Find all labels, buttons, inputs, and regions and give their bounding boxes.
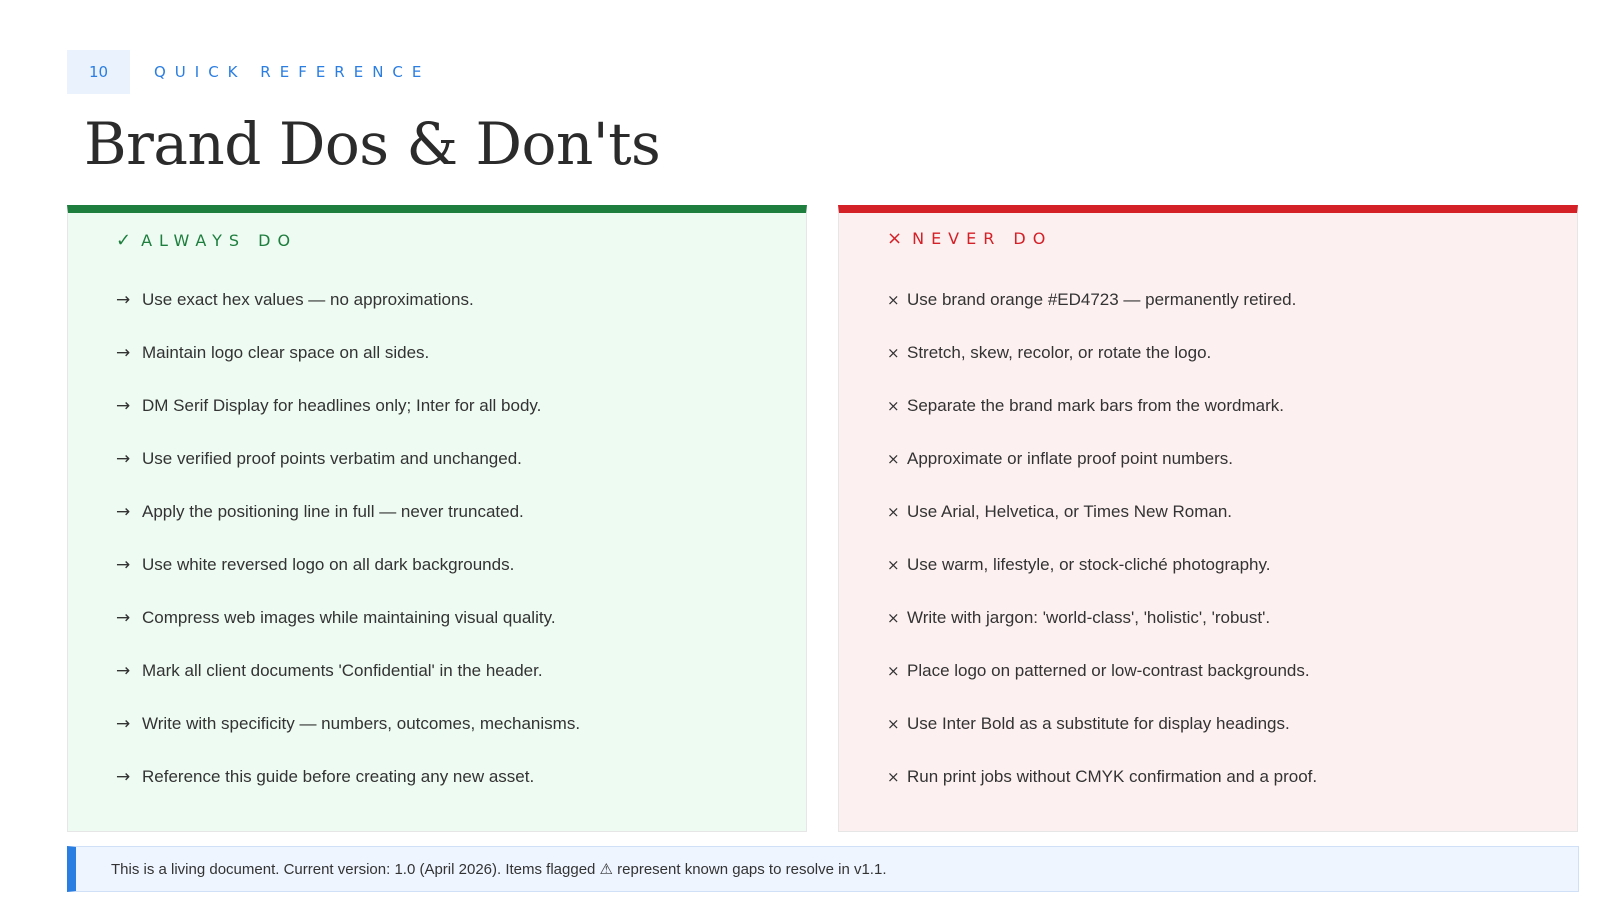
never-do-item <box>887 644 1317 697</box>
cross-icon: × <box>887 290 900 309</box>
always-do-item <box>116 697 580 750</box>
never-do-item-text: Use brand orange #ED4723 — permanently retired. <box>907 289 1297 309</box>
cross-icon: × <box>887 661 900 680</box>
always-do-item <box>116 379 580 432</box>
always-do-list <box>116 273 580 803</box>
never-do-item <box>887 591 1317 644</box>
never-do-item-text: Separate the brand mark bars from the wordmark. <box>907 395 1284 415</box>
cross-icon: × <box>887 714 900 733</box>
never-do-item-text: Approximate or inflate proof point numbers. <box>907 448 1234 468</box>
version-note: This is a living document. Current version: 1.0 (April 2026). Items flagged ⚠ represent known gaps to resolve in v1.1. <box>67 846 1579 892</box>
always-do-item <box>116 432 580 485</box>
always-do-item <box>116 538 580 591</box>
never-do-item <box>887 432 1317 485</box>
never-do-item <box>887 697 1317 750</box>
never-do-item-text: Run print jobs without CMYK confirmation and a proof. <box>907 766 1318 786</box>
arrow-right-icon: → <box>116 395 131 416</box>
always-do-item-text: Mark all client documents 'Confidential' in the header. <box>142 660 543 680</box>
cross-icon: × <box>887 555 900 574</box>
arrow-right-icon: → <box>116 289 131 310</box>
always-do-panel <box>67 205 807 832</box>
arrow-right-icon: → <box>116 766 131 787</box>
cross-icon: × <box>887 767 900 786</box>
never-do-item-text: Use warm, lifestyle, or stock-cliché photography. <box>907 554 1271 574</box>
always-do-item <box>116 273 580 326</box>
section-label: QUICK REFERENCE <box>154 63 431 81</box>
never-do-item <box>887 750 1317 803</box>
never-do-item-text: Use Inter Bold as a substitute for display headings. <box>907 713 1290 733</box>
always-do-item-text: DM Serif Display for headlines only; Inter for all body. <box>142 395 542 415</box>
always-do-item-text: Use white reversed logo on all dark backgrounds. <box>142 554 515 574</box>
cross-icon: × <box>887 343 900 362</box>
always-do-item <box>116 326 580 379</box>
cross-icon: × <box>887 449 900 468</box>
never-do-panel <box>838 205 1578 832</box>
never-do-item-text: Write with jargon: 'world-class', 'holistic', 'robust'. <box>907 607 1271 627</box>
never-do-list <box>887 273 1317 803</box>
arrow-right-icon: → <box>116 554 131 575</box>
cross-icon: × <box>887 228 903 249</box>
cross-icon: × <box>887 502 900 521</box>
always-do-item-text: Use verified proof points verbatim and unchanged. <box>142 448 522 468</box>
always-do-item-text: Maintain logo clear space on all sides. <box>142 342 430 362</box>
arrow-right-icon: → <box>116 660 131 681</box>
always-do-heading-label: ALWAYS DO <box>141 231 298 250</box>
check-icon: ✓ <box>116 230 132 251</box>
section-header <box>67 50 430 94</box>
never-do-item <box>887 485 1317 538</box>
always-do-item-text: Compress web images while maintaining visual quality. <box>142 607 556 627</box>
never-do-item <box>887 326 1317 379</box>
always-do-item <box>116 591 580 644</box>
cross-icon: × <box>887 396 900 415</box>
never-do-item <box>887 538 1317 591</box>
always-do-item-text: Reference this guide before creating any new asset. <box>142 766 535 786</box>
always-do-item-text: Use exact hex values — no approximations. <box>142 289 474 309</box>
arrow-right-icon: → <box>116 713 131 734</box>
page-number-badge: 10 <box>67 50 130 94</box>
always-do-item <box>116 485 580 538</box>
always-do-item-text: Apply the positioning line in full — never truncated. <box>142 501 524 521</box>
always-do-item <box>116 644 580 697</box>
arrow-right-icon: → <box>116 448 131 469</box>
always-do-item <box>116 750 580 803</box>
never-do-item <box>887 273 1317 326</box>
never-do-item-text: Place logo on patterned or low-contrast backgrounds. <box>907 660 1310 680</box>
never-do-heading <box>887 228 1052 249</box>
page-title: Brand Dos & Don'ts <box>84 110 661 178</box>
always-do-heading <box>116 230 297 251</box>
never-do-item-text: Stretch, skew, recolor, or rotate the logo. <box>907 342 1212 362</box>
always-do-item-text: Write with specificity — numbers, outcomes, mechanisms. <box>142 713 581 733</box>
never-do-heading-label: NEVER DO <box>912 229 1053 248</box>
arrow-right-icon: → <box>116 342 131 363</box>
arrow-right-icon: → <box>116 607 131 628</box>
arrow-right-icon: → <box>116 501 131 522</box>
never-do-item-text: Use Arial, Helvetica, or Times New Roman. <box>907 501 1232 521</box>
never-do-item <box>887 379 1317 432</box>
cross-icon: × <box>887 608 900 627</box>
